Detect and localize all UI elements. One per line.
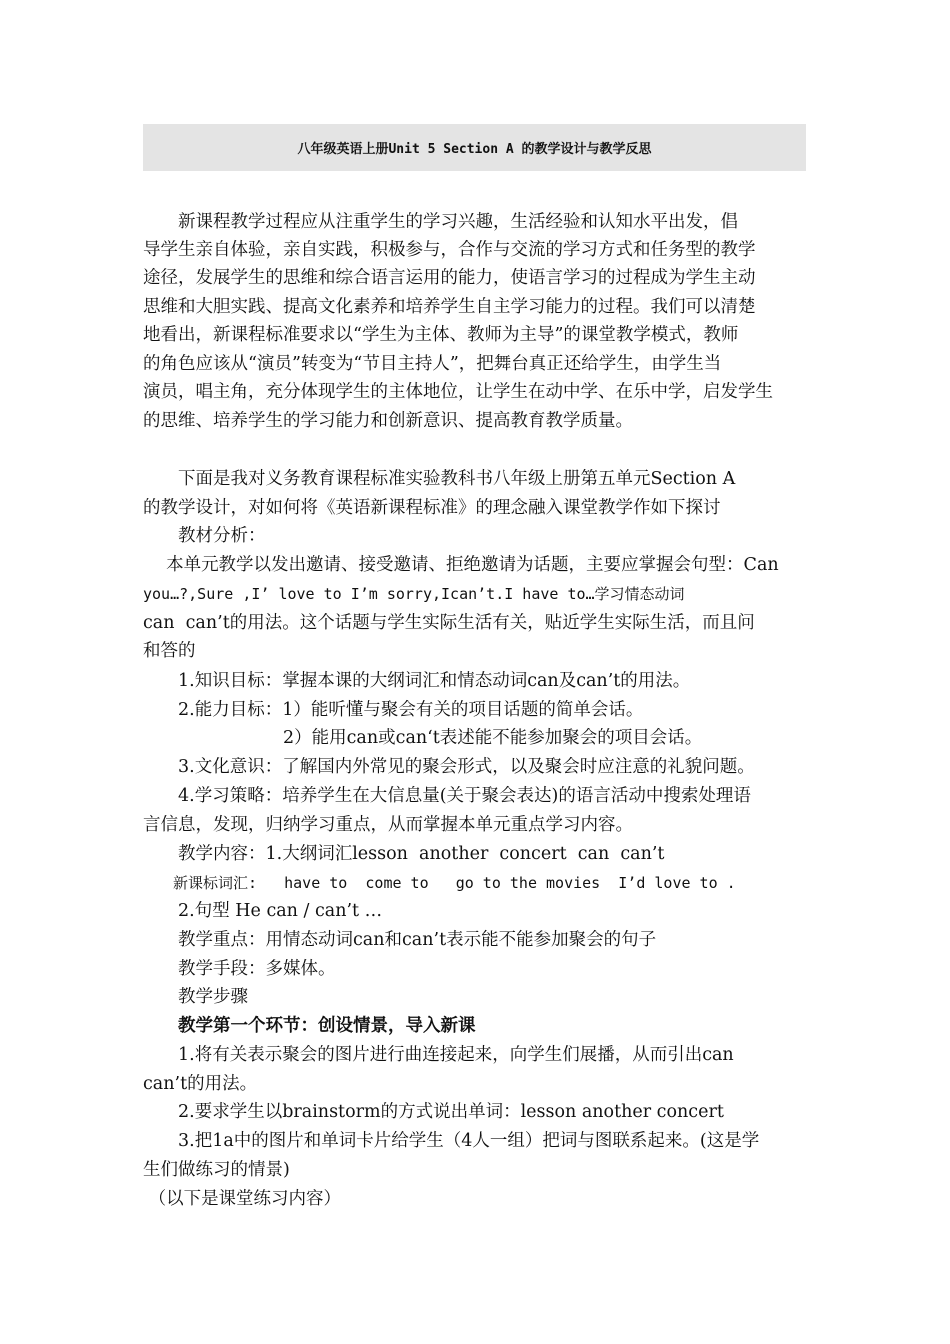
body-line-1: 教材分析：: [143, 526, 266, 546]
paragraph2-line-2: 的教学设计，对如何将《英语新课程标准》的理念融入课堂教学作如下探讨: [143, 498, 721, 518]
body-line-6: 1.知识目标：掌握本课的大纲词汇和情态动词can及can’t的用法。: [143, 671, 691, 691]
body-line-20: can’t的用法。: [143, 1074, 258, 1094]
document-title: 八年级英语上册Unit 5 Section A 的教学设计与教学反思: [297, 142, 652, 157]
body-line-24: （以下是课堂练习内容）: [143, 1189, 342, 1209]
body-line-13: 新课标词汇: have to come to go to the movies I’d love to .: [143, 874, 736, 892]
body-line-17: 教学步骤: [143, 987, 248, 1007]
body-line-10: 4.学习策略：培养学生在大信息量(关于聚会表达)的语言活动中搜索处理语: [143, 786, 751, 806]
paragraph1-line-5: 地看出，新课程标准要求以“学生为主体、教师为主导”的课堂教学模式，教师: [143, 325, 739, 345]
paragraph2-line-1: 下面是我对义务教育课程标准实验教科书八年级上册第五单元Section A: [143, 469, 736, 489]
paragraph1-line-1: 新课程教学过程应从注重学生的学习兴趣，生活经验和认知水平出发，倡: [143, 212, 738, 232]
body-line-14: 2.句型 He can / can’t …: [143, 901, 383, 921]
paragraph1-line-2: 导学生亲自体验，亲自实践，积极参与，合作与交流的学习方式和任务型的教学: [143, 240, 756, 260]
paragraph1-line-7: 演员，唱主角，充分体现学生的主体地位，让学生在动中学、在乐中学，启发学生: [143, 382, 773, 402]
body-line-8: 2）能用can或can‘t表述能不能参加聚会的项目会话。: [143, 728, 703, 748]
body-line-21: 2.要求学生以brainstorm的方式说出单词：lesson another concert: [143, 1102, 724, 1122]
body-line-4: can can’t的用法。这个话题与学生实际生活有关，贴近学生实际生活，而且问: [143, 613, 755, 633]
body-line-16: 教学手段：多媒体。: [143, 959, 336, 979]
body-line-5: 和答的: [143, 641, 196, 661]
body-line-15: 教学重点：用情态动词can和can’t表示能不能参加聚会的句子: [143, 930, 657, 950]
body-line-22: 3.把1a中的图片和单词卡片给学生（4人一组）把词与图联系起来。(这是学: [143, 1131, 760, 1151]
body-line-18: 教学第一个环节：创设情景，导入新课: [143, 1016, 476, 1036]
document-title-bar: [143, 124, 806, 171]
paragraph1-line-6: 的角色应该从“演员”转变为“节目主持人”，把舞台真正还给学生，由学生当: [143, 354, 722, 374]
paragraph1-line-8: 的思维、培养学生的学习能力和创新意识、提高教育教学质量。: [143, 411, 633, 431]
body-line-2: 本单元教学以发出邀请、接受邀请、拒绝邀请为话题，主要应掌握会句型：Can: [143, 555, 779, 575]
body-line-7: 2.能力目标：1）能听懂与聚会有关的项目话题的简单会话。: [143, 700, 644, 720]
body-line-11: 言信息，发现，归纳学习重点，从而掌握本单元重点学习内容。: [143, 815, 633, 835]
body-line-23: 生们做练习的情景): [143, 1160, 290, 1180]
body-line-12: 教学内容：1.大纲词汇lesson another concert can can’t: [143, 844, 665, 864]
paragraph1-line-4: 思维和大胆实践、提高文化素养和培养学生自主学习能力的过程。我们可以清楚: [143, 297, 756, 317]
paragraph1-line-3: 途径，发展学生的思维和综合语言运用的能力，使语言学习的过程成为学生主动: [143, 268, 756, 288]
body-line-3: you…?,Sure ,I’ love to I’m sorry,Ican’t.I have to…学习情态动词: [143, 585, 685, 603]
body-line-19: 1.将有关表示聚会的图片进行曲连接起来，向学生们展播，从而引出can: [143, 1045, 734, 1065]
body-line-9: 3.文化意识：了解国内外常见的聚会形式，以及聚会时应注意的礼貌问题。: [143, 757, 755, 777]
